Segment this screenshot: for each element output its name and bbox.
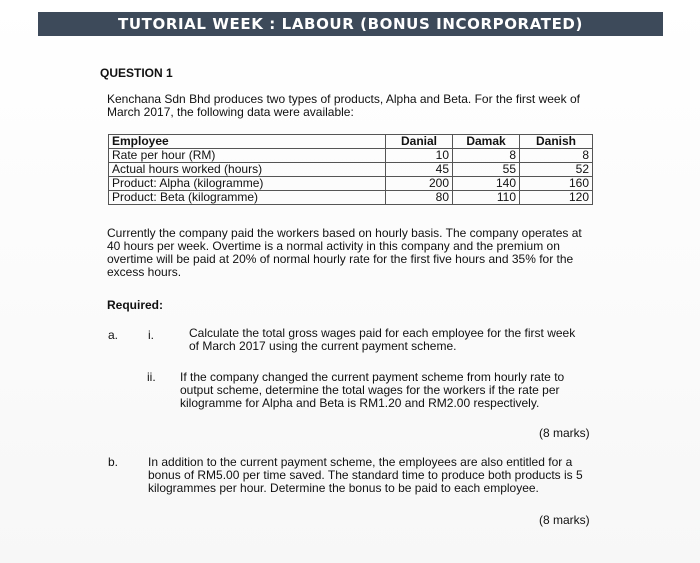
table-row [109, 149, 593, 163]
table-cell: 52 [520, 163, 593, 177]
table-cell: Actual hours worked (hours) [109, 163, 386, 177]
table-cell: Product: Beta (kilogramme) [109, 191, 386, 205]
operations-paragraph: Currently the company paid the workers based on hourly basis. The company operates at 40 hours per week. Overtime is a normal activity in this company and the premium on overtime will be paid at 20% of normal hourly rate for the first five hours and 35% for the excess hours. [107, 226, 582, 279]
part-a-marks: (8 marks) [539, 426, 590, 440]
table-row [109, 191, 593, 205]
part-a-ii-marker: ii. [147, 370, 156, 384]
table-cell: 8 [520, 149, 593, 163]
required-heading: Required: [107, 298, 164, 312]
table-cell: 120 [520, 191, 593, 205]
table-header-row [109, 135, 593, 149]
table-cell: 200 [386, 177, 453, 191]
data-table [108, 134, 593, 205]
table-cell: 110 [453, 191, 520, 205]
part-a-marker: a. [108, 328, 119, 342]
table-cell: 160 [520, 177, 593, 191]
part-b-marker: b. [108, 455, 119, 469]
part-b-marks: (8 marks) [539, 513, 590, 527]
table-cell: 140 [453, 177, 520, 191]
tutorial-banner: TUTORIAL WEEK : LABOUR (BONUS INCORPORATED) [38, 12, 663, 36]
table-cell: 8 [453, 149, 520, 163]
table-cell: 80 [386, 191, 453, 205]
table-row [109, 177, 593, 191]
question-title: QUESTION 1 [100, 66, 173, 80]
table-header-cell: Danial [386, 135, 453, 149]
table-cell: 10 [386, 149, 453, 163]
table-cell: Product: Alpha (kilogramme) [109, 177, 386, 191]
table-header-cell: Employee [109, 135, 386, 149]
table-row [109, 163, 593, 177]
table-cell: Rate per hour (RM) [109, 149, 386, 163]
table-cell: 55 [453, 163, 520, 177]
part-a-ii-text: If the company changed the current payment scheme from hourly rate to output scheme, determine the total wages for the workers if the rate per kilogramme for Alpha and Beta is RM1.20 and RM2.00 respectively. [180, 370, 565, 410]
part-a-i-text: Calculate the total gross wages paid for each employee for the first week of March 2017 using the current payment scheme. [189, 326, 576, 353]
part-b-text: In addition to the current payment scheme, the employees are also entitled for a bonus of RM5.00 per time saved. The standard time to produce both products is 5 kilogrammes per hour. Determine the bonus to be paid to each employee. [148, 455, 583, 495]
question-intro: Kenchana Sdn Bhd produces two types of products, Alpha and Beta. For the first week of March 2017, the following data were available: [107, 92, 580, 119]
part-a-i-marker: i. [148, 328, 154, 342]
table-header-cell: Damak [453, 135, 520, 149]
table-cell: 45 [386, 163, 453, 177]
table-header-cell: Danish [520, 135, 593, 149]
